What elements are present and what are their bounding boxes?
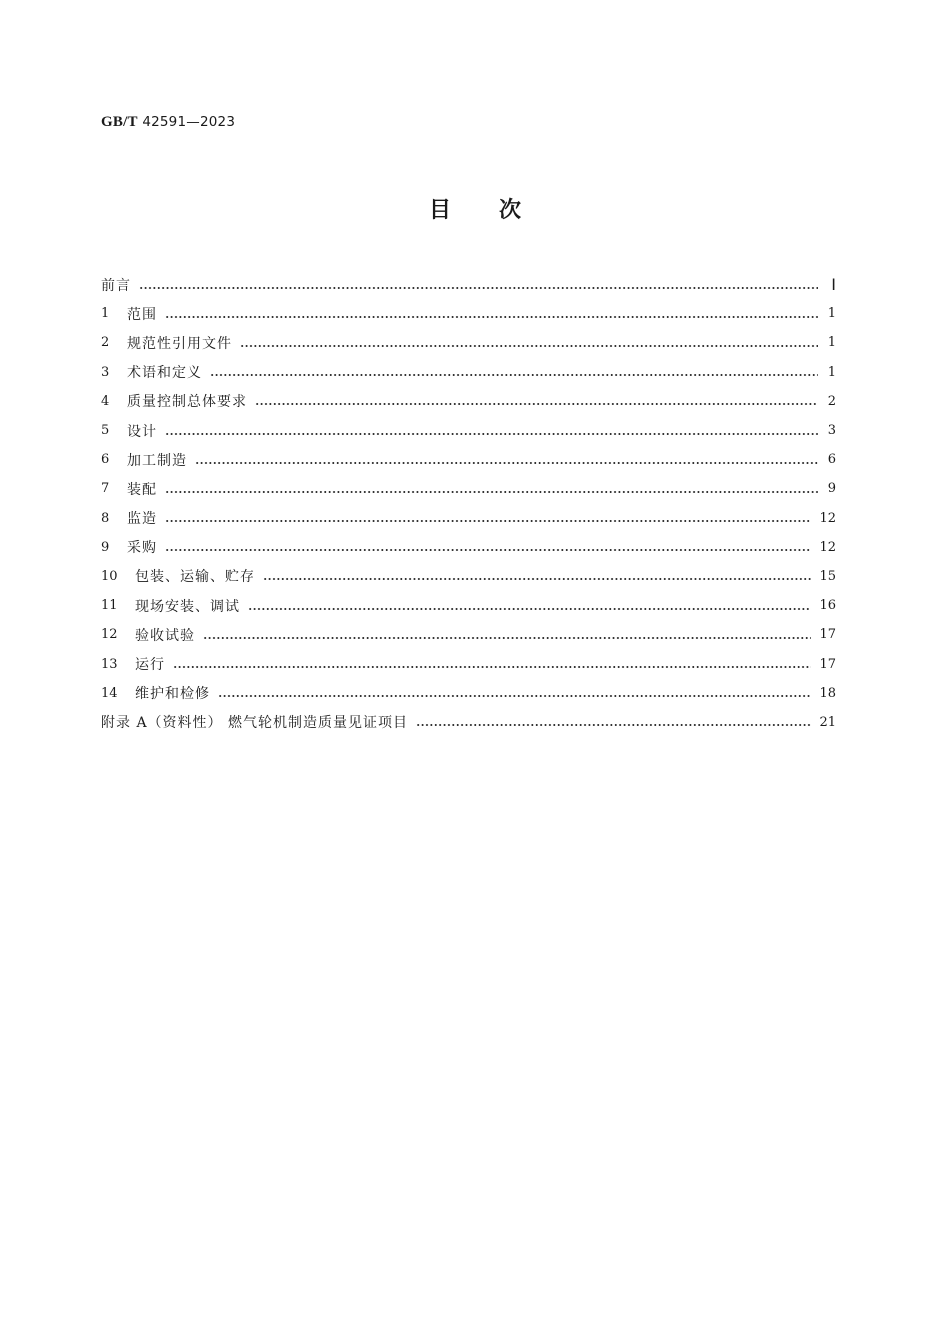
toc-entry-number: 8 (101, 510, 110, 526)
toc-entry-number: 1 (101, 306, 110, 322)
toc-entry-label: 质量控制总体要求 (127, 394, 247, 411)
toc-entry-number: 12 (101, 627, 118, 643)
dot-leader (165, 491, 818, 493)
toc-entry-13[interactable] (101, 649, 836, 678)
toc-entry-label: 采购 (127, 540, 157, 557)
standard-number: 42591—2023 (142, 114, 236, 130)
toc-entry-page: 1 (827, 306, 836, 322)
toc-entry-page: 2 (827, 393, 836, 409)
toc-entry-page: 12 (819, 510, 836, 526)
toc-entry-page: 1 (827, 335, 836, 351)
toc-entry-14[interactable] (101, 679, 836, 708)
dot-leader (218, 695, 811, 697)
toc-entry-number: 2 (101, 335, 110, 351)
toc-entry-page: 9 (827, 481, 836, 497)
dot-leader (173, 666, 811, 668)
standard-code (101, 114, 235, 131)
toc-entry-number: 13 (101, 656, 118, 672)
toc-entry-annex-a[interactable] (101, 708, 836, 737)
toc-entry-7[interactable] (101, 474, 836, 503)
toc-entry-foreword[interactable] (101, 270, 836, 299)
dot-leader (248, 608, 811, 610)
toc-entry-label: 维护和检修 (135, 686, 210, 703)
toc-title-char-2: 次 (499, 198, 522, 223)
toc-entry-label: 装配 (127, 481, 157, 498)
toc-entry-page: 1 (827, 364, 836, 380)
toc-entry-10[interactable] (101, 562, 836, 591)
toc-entry-label: 范围 (127, 306, 157, 323)
dot-leader (139, 287, 818, 289)
dot-leader (203, 637, 811, 639)
toc-entry-label: 附录 A（资料性） 燃气轮机制造质量见证项目 (101, 715, 409, 732)
toc-entry-number: 11 (101, 598, 118, 614)
toc-entry-page: 3 (827, 423, 836, 439)
toc-entry-11[interactable] (101, 591, 836, 620)
toc-entry-1[interactable] (101, 299, 836, 328)
dot-leader (240, 345, 818, 347)
dot-leader (255, 403, 818, 405)
toc-entry-label: 运行 (135, 657, 165, 674)
toc-entry-5[interactable] (101, 416, 836, 445)
dot-leader (165, 549, 811, 551)
toc-entry-label: 设计 (127, 423, 157, 440)
dot-leader (210, 374, 818, 376)
toc-entry-number: 9 (101, 539, 110, 555)
toc-entry-label: 监造 (127, 511, 157, 528)
dot-leader (195, 462, 818, 464)
toc-entry-page: Ⅰ (831, 276, 836, 294)
toc-entry-12[interactable] (101, 620, 836, 649)
toc-entry-page: 17 (819, 656, 836, 672)
dot-leader (263, 578, 811, 580)
toc-entry-page: 21 (819, 714, 836, 730)
dot-leader (165, 433, 818, 435)
toc-entry-number: 5 (101, 423, 110, 439)
toc-entry-page: 12 (819, 539, 836, 555)
toc-entry-6[interactable] (101, 445, 836, 474)
toc-entry-page: 16 (819, 598, 836, 614)
toc-entry-label: 加工制造 (127, 452, 187, 469)
toc-entry-2[interactable] (101, 328, 836, 357)
standard-prefix: GB/T (101, 114, 138, 130)
toc-entry-label: 术语和定义 (127, 365, 202, 382)
toc-entry-page: 18 (819, 685, 836, 701)
toc-title (0, 196, 950, 226)
toc-entry-4[interactable] (101, 387, 836, 416)
dot-leader (165, 520, 811, 522)
toc-entry-number: 7 (101, 481, 110, 497)
toc-entry-label: 规范性引用文件 (127, 335, 232, 352)
toc-entry-label: 包装、运输、贮存 (135, 569, 255, 586)
toc-entry-number: 14 (101, 685, 118, 701)
toc-title-char-1: 目 (428, 198, 451, 223)
toc-entry-number: 3 (101, 364, 110, 380)
toc-entry-page: 6 (827, 452, 836, 468)
toc-entry-9[interactable] (101, 533, 836, 562)
toc-entry-page: 15 (819, 568, 836, 584)
dot-leader (416, 724, 811, 726)
toc-entry-label: 现场安装、调试 (135, 598, 240, 615)
toc-entry-3[interactable] (101, 358, 836, 387)
table-of-contents (101, 270, 836, 737)
toc-entry-8[interactable] (101, 504, 836, 533)
dot-leader (165, 316, 818, 318)
toc-entry-number: 4 (101, 393, 110, 409)
toc-entry-number: 6 (101, 452, 110, 468)
toc-entry-page: 17 (819, 627, 836, 643)
toc-entry-label: 前言 (101, 277, 131, 294)
toc-entry-label: 验收试验 (135, 627, 195, 644)
toc-entry-number: 10 (101, 568, 118, 584)
